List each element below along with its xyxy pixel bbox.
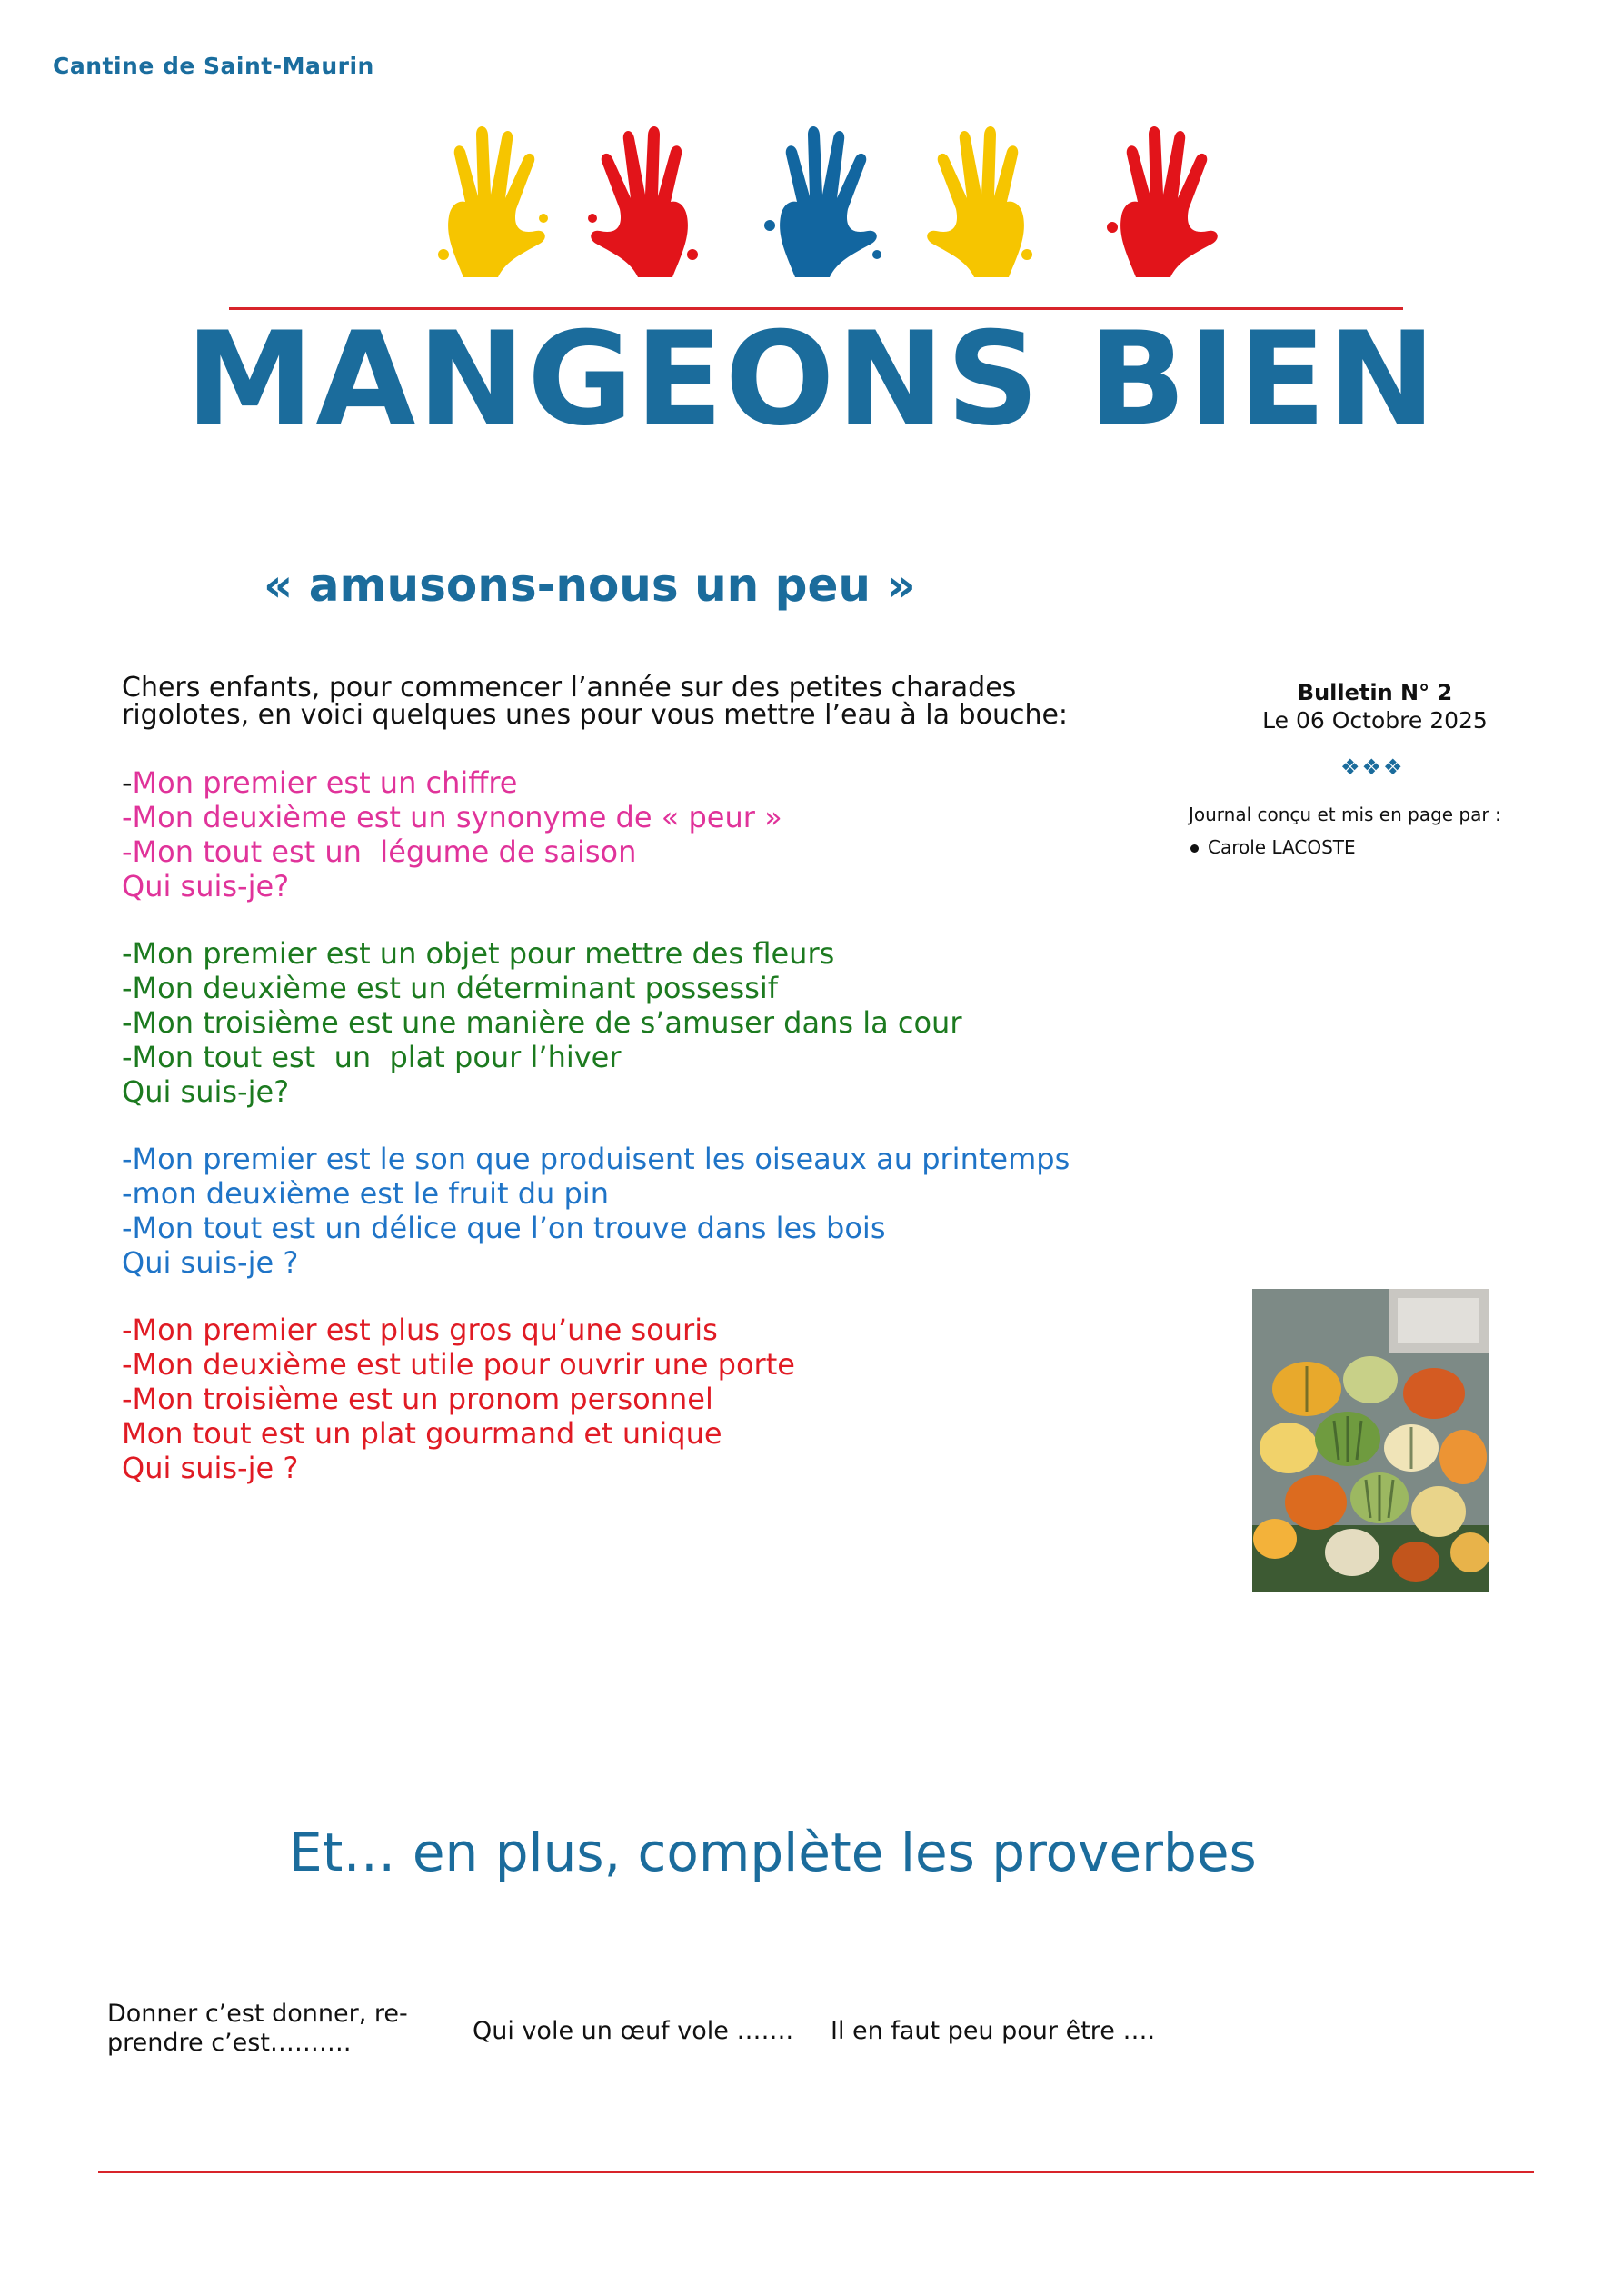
proverbs-title: Et… en plus, complète les proverbes	[289, 1822, 1257, 1883]
charade-line: -Mon deuxième est un déterminant possessif	[122, 971, 779, 1005]
intro-line: rigolotes, en voici quelques unes pour vous mettre l’eau à la bouche:	[122, 699, 1069, 731]
charade-1	[122, 765, 1140, 903]
charade-line: -Mon premier est le son que produisent les oiseaux au printemps	[122, 1142, 1070, 1176]
handprint-icon	[918, 118, 1054, 282]
page-title: MANGEONS BIEN	[185, 304, 1438, 454]
credit-author: Carole LACOSTE	[1190, 836, 1356, 858]
charade-3	[122, 1142, 1140, 1280]
charade-line: -mon deuxième est le fruit du pin	[122, 1176, 609, 1211]
footer-divider	[98, 2171, 1534, 2173]
proverb-item: Donner c’est donner, re-prendre c’est……….	[107, 2000, 408, 2057]
charade-line: Qui suis-je?	[122, 869, 290, 903]
charade-line: -Mon tout est un délice que l’on trouve dans les bois	[122, 1211, 886, 1245]
handprint-icon	[1090, 118, 1227, 282]
charades-list	[122, 765, 1140, 1518]
handprint-icon	[418, 118, 554, 282]
intro-text	[122, 674, 1103, 729]
bullet-icon	[1190, 844, 1199, 853]
charade-line: -Mon premier est un objet pour mettre des fleurs	[122, 936, 835, 971]
section-subtitle: « amusons-nous un peu »	[264, 559, 916, 612]
charade-line: -Mon premier est plus gros qu’une souris	[122, 1313, 718, 1347]
school-name: Cantine de Saint-Maurin	[53, 53, 374, 79]
handprint-icon	[750, 118, 886, 282]
charade-line: -Mon premier est un chiffre	[122, 765, 518, 800]
ornament-icon: ❖❖❖	[1340, 754, 1405, 780]
charade-line: Mon tout est un plat gourmand et unique	[122, 1416, 722, 1451]
intro-line: Chers enfants, pour commencer l’année sur des petites charades	[122, 672, 1017, 704]
handprint-icon	[582, 118, 718, 282]
proverb-item: Il en faut peu pour être ….	[831, 2017, 1156, 2045]
charade-2	[122, 936, 1140, 1109]
charade-line: -Mon tout est un légume de saison	[122, 834, 637, 869]
bulletin-date: Le 06 Octobre 2025	[1262, 707, 1488, 734]
charade-line: Qui suis-je ?	[122, 1451, 299, 1485]
credit-label: Journal conçu et mis en page par :	[1189, 804, 1501, 825]
charade-4	[122, 1313, 1140, 1485]
bulletin-number: Bulletin N° 2	[1297, 680, 1453, 705]
proverb-item: Qui vole un œuf vole …….	[473, 2017, 794, 2045]
charade-line: -Mon deuxième est un synonyme de « peur »	[122, 800, 782, 834]
charade-line: -Mon deuxième est utile pour ouvrir une porte	[122, 1347, 795, 1382]
charade-line: Qui suis-je?	[122, 1074, 290, 1109]
charade-line: -Mon tout est un plat pour l’hiver	[122, 1040, 622, 1074]
charade-line: Qui suis-je ?	[122, 1245, 299, 1280]
bulletin-info	[1216, 680, 1534, 734]
handprints-banner	[400, 118, 1236, 291]
charade-line: -Mon troisième est une manière de s’amuser dans la cour	[122, 1005, 962, 1040]
gourds-photo	[1252, 1289, 1489, 1592]
charade-line: -Mon troisième est un pronom personnel	[122, 1382, 713, 1416]
